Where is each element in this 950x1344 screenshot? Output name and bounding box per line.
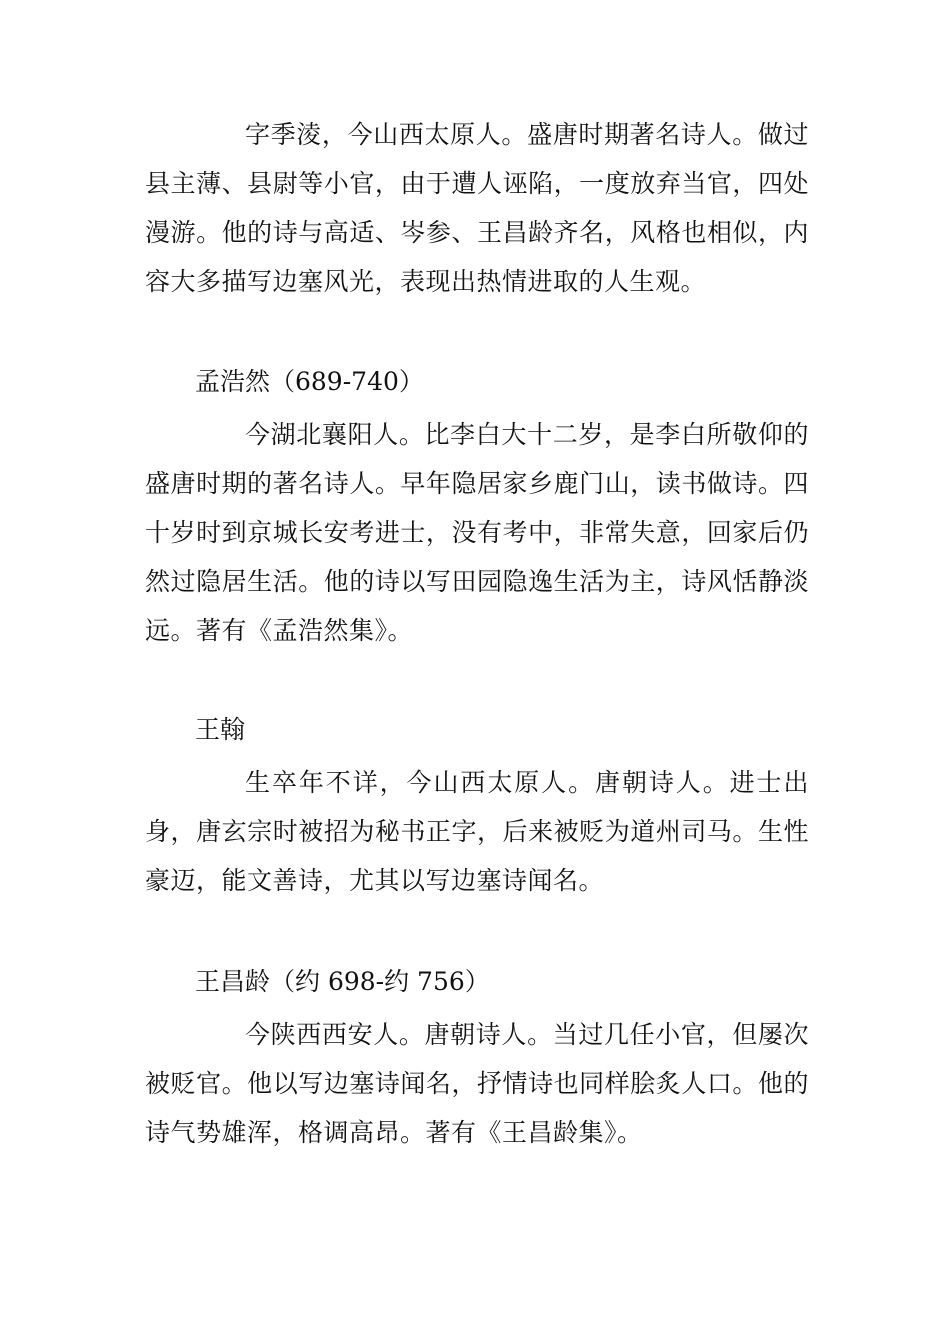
bio-paragraph-wang-changling: 今陕西西安人。唐朝诗人。当过几任小官，但屡次被贬官。他以写边塞诗闻名，抒情诗也同样脍炙人口。他的诗气势雄浑，格调高昂。著有《王昌龄集》。: [145, 1020, 809, 1147]
poet-heading-meng-haoran: 孟浩然（689-740）: [195, 367, 424, 396]
bio-paragraph-meng-haoran: 今湖北襄阳人。比李白大十二岁，是李白所敬仰的盛唐时期的著名诗人。早年隐居家乡鹿门山，读书做诗。四十岁时到京城长安考进士，没有考中，非常失意，回家后仍然过隐居生活。他的诗以写田园隐逸生活为主，诗风恬静淡远。著有《孟浩然集》。: [145, 420, 809, 645]
bio-paragraph-wang-han: 生卒年不详，今山西太原人。唐朝诗人。进士出身，唐玄宗时被招为秘书正字，后来被贬为道州司马。生性豪迈，能文善诗，尤其以写边塞诗闻名。: [145, 768, 809, 895]
poet-heading-wang-changling: 王昌龄（约 698-约 756）: [195, 967, 490, 996]
poet-heading-wang-han: 王翰: [195, 715, 246, 744]
bio-paragraph-wang-zhihuan: 字季淩，今山西太原人。盛唐时期著名诗人。做过县主薄、县尉等小官，由于遭人诬陷，一度放弃当官，四处漫游。他的诗与高适、岑参、王昌龄齐名，风格也相似，内容大多描写边塞风光，表现出热情进取的人生观。: [145, 120, 809, 296]
